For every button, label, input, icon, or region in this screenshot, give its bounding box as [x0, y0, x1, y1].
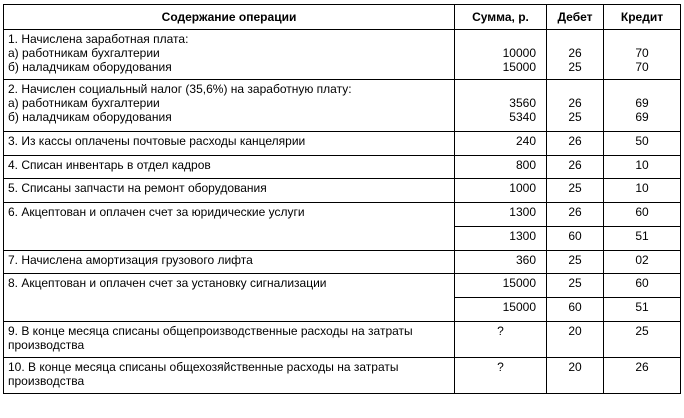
- credit-cell: [604, 80, 681, 132]
- table-row: [4, 358, 681, 394]
- table-row: [4, 80, 681, 132]
- amount-cell: 240: [455, 132, 547, 156]
- operation-cell: 7. Начислена амортизация грузового лифта: [4, 251, 455, 274]
- debit-cell: 25: [547, 251, 604, 274]
- credit-cell: 10: [604, 179, 681, 203]
- debit-value: 25: [568, 110, 582, 124]
- credit-cell: 51: [604, 227, 681, 251]
- operation-cell: 4. Списан инвентарь в отдел кадров: [4, 156, 455, 179]
- amount-value: 3560: [509, 96, 536, 110]
- credit-cell: 26: [604, 358, 681, 394]
- debit-cell: 25: [547, 274, 604, 298]
- table-row: [4, 179, 681, 203]
- debit-cell: 20: [547, 322, 604, 358]
- amount-cell: 1000: [455, 179, 547, 203]
- operation-line: а) работникам бухгалтерии: [8, 46, 160, 60]
- credit-value: 70: [635, 60, 649, 74]
- operation-cell: 10. В конце месяца списаны общехозяйственные расходы на затраты производства: [4, 358, 455, 394]
- table-row: [4, 30, 681, 80]
- operation-line: б) наладчикам оборудования: [8, 60, 172, 74]
- table-row: [4, 203, 681, 227]
- credit-value: 69: [635, 96, 649, 110]
- table-row: [4, 132, 681, 156]
- amount-cell: 360: [455, 251, 547, 274]
- debit-cell: 26: [547, 156, 604, 179]
- credit-value: 70: [635, 46, 649, 60]
- amount-cell: ?: [455, 358, 547, 394]
- credit-cell: 10: [604, 156, 681, 179]
- debit-value: 25: [568, 60, 582, 74]
- operation-cell: [4, 30, 455, 80]
- amount-cell: 15000: [455, 298, 547, 322]
- table-row: [4, 251, 681, 274]
- operation-cell: 8. Акцептован и оплачен счет за установку сигнализации: [4, 274, 455, 322]
- debit-cell: 26: [547, 203, 604, 227]
- header-amount: Сумма, р.: [455, 5, 547, 30]
- credit-cell: 50: [604, 132, 681, 156]
- credit-cell: 51: [604, 298, 681, 322]
- amount-cell: [455, 80, 547, 132]
- header-operation: Содержание операции: [4, 5, 455, 30]
- operation-cell: 9. В конце месяца списаны общепроизводственные расходы на затраты производства: [4, 322, 455, 358]
- credit-value: 69: [635, 110, 649, 124]
- operation-cell: 6. Акцептован и оплачен счет за юридические услуги: [4, 203, 455, 251]
- debit-cell: 60: [547, 298, 604, 322]
- debit-value: 26: [568, 46, 582, 60]
- table-row: [4, 156, 681, 179]
- amount-cell: [455, 30, 547, 80]
- operations-table: [3, 4, 681, 394]
- operation-line: 1. Начислена заработная плата:: [8, 32, 189, 46]
- debit-cell: 25: [547, 179, 604, 203]
- header-debit: Дебет: [547, 5, 604, 30]
- operation-cell: 5. Списаны запчасти на ремонт оборудования: [4, 179, 455, 203]
- operation-line: б) наладчикам оборудования: [8, 110, 172, 124]
- debit-cell: [547, 80, 604, 132]
- table-row: [4, 274, 681, 298]
- debit-cell: [547, 30, 604, 80]
- debit-cell: 60: [547, 227, 604, 251]
- amount-value: 5340: [509, 110, 536, 124]
- operation-line: а) работникам бухгалтерии: [8, 96, 160, 110]
- amount-cell: ?: [455, 322, 547, 358]
- amount-value: 10000: [502, 46, 536, 60]
- amount-cell: 1300: [455, 227, 547, 251]
- operation-cell: [4, 80, 455, 132]
- credit-cell: 02: [604, 251, 681, 274]
- amount-value: 15000: [502, 60, 536, 74]
- debit-value: 26: [568, 96, 582, 110]
- header-row: [4, 5, 681, 30]
- credit-cell: 60: [604, 274, 681, 298]
- table-row: [4, 322, 681, 358]
- operation-line: 2. Начислен социальный налог (35,6%) на заработную плату:: [8, 82, 352, 96]
- debit-cell: 26: [547, 132, 604, 156]
- credit-cell: 25: [604, 322, 681, 358]
- debit-cell: 20: [547, 358, 604, 394]
- amount-cell: 800: [455, 156, 547, 179]
- header-credit: Кредит: [604, 5, 681, 30]
- operation-cell: 3. Из кассы оплачены почтовые расходы канцелярии: [4, 132, 455, 156]
- amount-cell: 15000: [455, 274, 547, 298]
- credit-cell: [604, 30, 681, 80]
- credit-cell: 60: [604, 203, 681, 227]
- amount-cell: 1300: [455, 203, 547, 227]
